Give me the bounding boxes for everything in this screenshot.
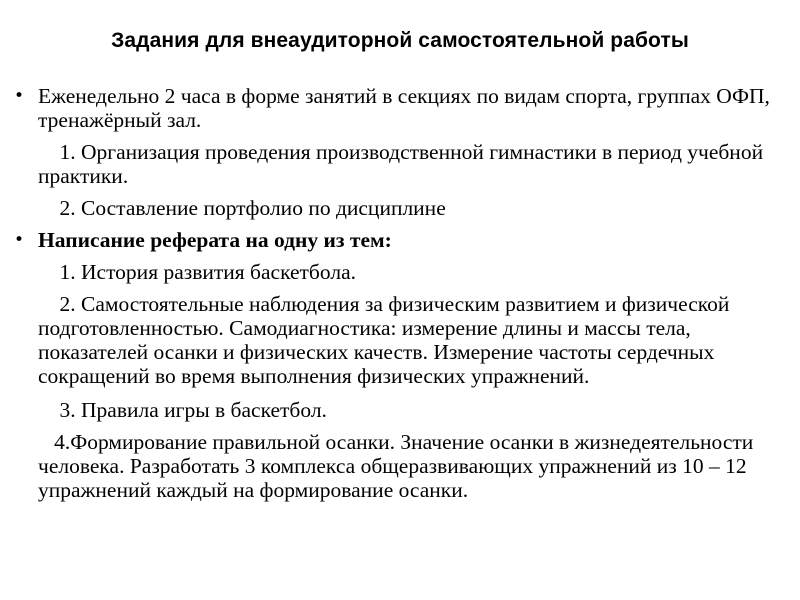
sub-item-2	[14, 196, 790, 220]
essay-topic-text: 3. Правила игры в баскетбол.	[38, 398, 327, 422]
bullet-item-essay	[14, 228, 790, 252]
essay-topic-2	[14, 292, 790, 388]
essay-topic-text: 4.Формирование правильной осанки. Значение осанки в жизнедеятельности человека. Разработать 3 комплекса общеразвивающих упражнений из 10 – 12 упражнений каждый на формирование осанки.	[38, 430, 759, 502]
sub-item-text: 1. Организация проведения производственной гимнастики в период учебной практики.	[38, 140, 769, 188]
bullet-item-weekly	[14, 84, 790, 132]
bullet-icon: •	[14, 230, 25, 250]
sub-item-text: 2. Составление портфолио по дисциплине	[38, 196, 446, 220]
slide-content	[14, 84, 790, 502]
essay-topic-text: 2. Самостоятельные наблюдения за физическим развитием и физической подготовленностью. Самодиагностика: измерение длины и массы тела, показателей осанки и физических качеств. Измерение частоты сердечных сокращений во время выполнения физических упражнений.	[38, 292, 735, 388]
bullet-text: Написание реферата на одну из тем:	[38, 228, 392, 252]
essay-topic-3	[14, 398, 790, 422]
bullet-text: Еженедельно 2 часа в форме занятий в секциях по видам спорта, группах ОФП, тренажёрный зал.	[38, 84, 776, 132]
essay-topic-1	[14, 260, 790, 284]
slide-title: Задания для внеаудиторной самостоятельной работы	[111, 29, 689, 52]
sub-item-1	[14, 140, 790, 188]
bullet-icon: •	[14, 86, 25, 106]
essay-topic-text: 1. История развития баскетбола.	[38, 260, 356, 284]
essay-topic-4	[14, 430, 790, 502]
